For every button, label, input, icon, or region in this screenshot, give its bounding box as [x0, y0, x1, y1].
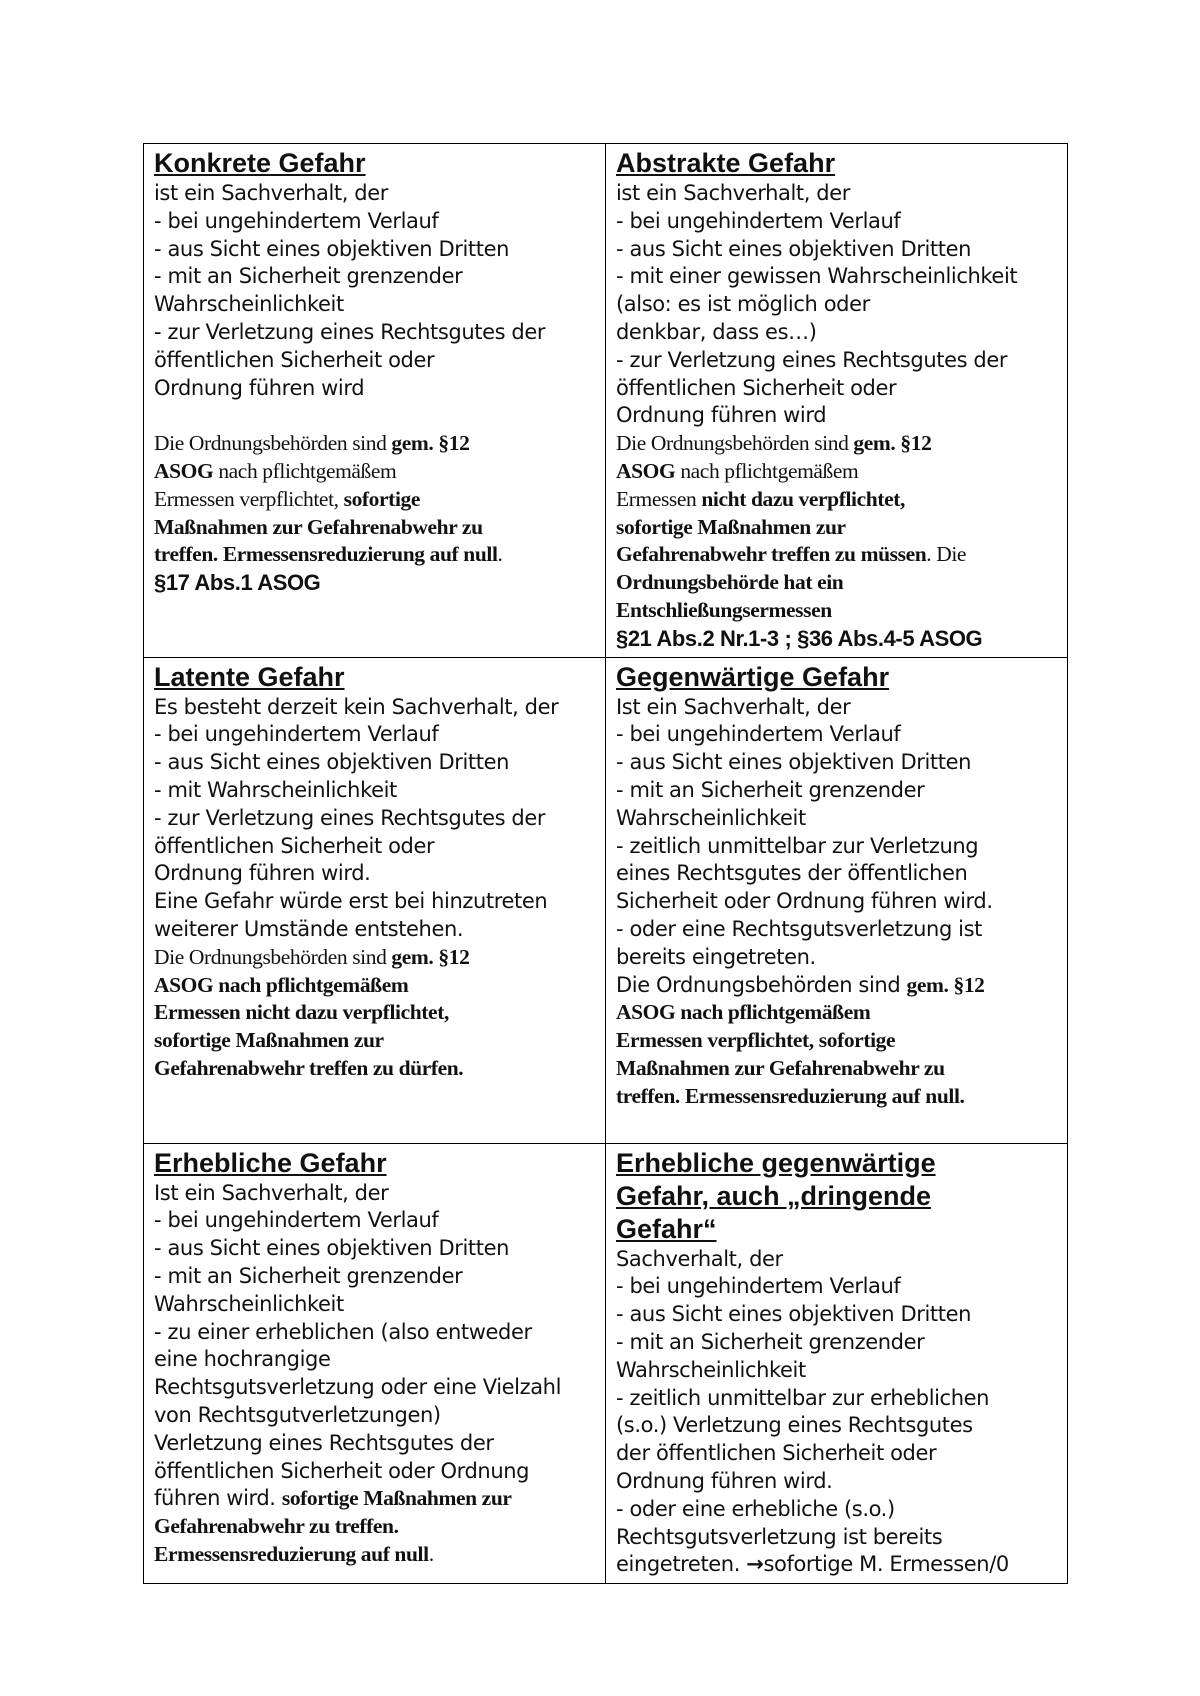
text-line: öffentlichen Sicherheit oder Ordnung [154, 1458, 530, 1483]
text-line [616, 972, 1057, 1000]
text-line [616, 458, 1057, 486]
text-line: Wahrscheinlichkeit [154, 292, 344, 317]
text-line [616, 541, 1057, 569]
legal-reference: §21 Abs.2 Nr.1-3 ; §36 Abs.4-5 ASOG [616, 625, 983, 651]
text-line: - zeitlich unmittelbar zur Verletzung [616, 833, 979, 858]
text-line: (s.o.) Verletzung eines Rechtsgutes [616, 1413, 973, 1438]
text-line: Maßnahmen zur Gefahrenabwehr zu [616, 1055, 945, 1080]
text-line [154, 1485, 595, 1513]
text-run: führen wird. [154, 1486, 282, 1511]
cell-gegenwaertige-gefahr [606, 657, 1068, 1143]
text-line: - aus Sicht eines objektiven Dritten [616, 750, 972, 775]
text-line: Rechtsgutsverletzung ist bereits [616, 1524, 943, 1549]
text-line: Gefahrenabwehr treffen zu dürfen. [154, 1055, 464, 1080]
text-line: - oder eine erhebliche (s.o.) [616, 1496, 895, 1521]
text-run: eingetreten. [616, 1552, 747, 1577]
text-line: Wahrscheinlichkeit [154, 1291, 344, 1316]
text-line [154, 458, 595, 486]
text-line: Rechtsgutsverletzung oder eine Vielzahl [154, 1375, 562, 1400]
text-line: - zeitlich unmittelbar zur erheblichen [616, 1385, 990, 1410]
text-line: - mit Wahrscheinlichkeit [154, 777, 397, 802]
text-line: Ordnungsbehörde hat ein [616, 570, 844, 595]
text-line: - aus Sicht eines objektiven Dritten [154, 1236, 510, 1261]
text-line: weiterer Umstände entstehen. [154, 916, 464, 941]
text-line: - bei ungehindertem Verlauf [616, 1274, 901, 1299]
cell-abstrakte-gefahr [606, 144, 1068, 658]
text-run-bold: ASOG [616, 458, 676, 483]
text-line: Entschließungsermessen [616, 597, 832, 622]
text-line: der öffentlichen Sicherheit oder [616, 1441, 937, 1466]
text-line: sofortige Maßnahmen zur [154, 1028, 384, 1053]
text-line: - zur Verletzung eines Rechtsgutes der [154, 805, 546, 830]
text-line: öffentlichen Sicherheit oder [616, 375, 897, 400]
text-line: - zur Verletzung eines Rechtsgutes der [616, 347, 1008, 372]
text-line: Wahrscheinlichkeit [616, 805, 806, 830]
cell-title: Gefahr, auch „dringende [616, 1180, 932, 1211]
text-line: treffen. Ermessensreduzierung auf null. [616, 1083, 965, 1108]
text-line: Wahrscheinlichkeit [616, 1357, 806, 1382]
text-line: - bei ungehindertem Verlauf [154, 208, 439, 233]
text-line: (also: es ist möglich oder [616, 292, 870, 317]
text-run-bold: treffen. Ermessensreduzierung auf null [154, 542, 498, 567]
arrow-right-icon: → [746, 1552, 764, 1577]
text-line: - mit an Sicherheit grenzender [154, 1263, 463, 1288]
text-run: . [497, 542, 503, 567]
text-line: sofortige Maßnahmen zur [616, 514, 846, 539]
text-line: - aus Sicht eines objektiven Dritten [154, 236, 510, 261]
cell-title: Gefahr“ [616, 1213, 717, 1244]
text-run-bold: sofortige Maßnahmen zur [281, 1486, 512, 1511]
text-line: - oder eine Rechtsgutsverletzung ist [616, 916, 982, 941]
text-line: denkbar, dass es…) [616, 319, 817, 344]
cell-title: Konkrete Gefahr [154, 148, 366, 178]
spacer [154, 402, 595, 430]
text-run: nach pflichtgemäßem [213, 458, 397, 483]
text-line: - aus Sicht eines objektiven Dritten [616, 236, 972, 261]
text-line: Ordnung führen wird. [154, 861, 371, 886]
text-line: Ist ein Sachverhalt, der [154, 1180, 389, 1205]
text-line: Ist ein Sachverhalt, der [616, 694, 851, 719]
text-run-bold: gem. §12 [853, 431, 932, 456]
text-run: Ermessen [616, 486, 702, 511]
text-line: öffentlichen Sicherheit oder [154, 347, 435, 372]
text-line: Sicherheit oder Ordnung führen wird. [616, 889, 993, 914]
text-line: ist ein Sachverhalt, der [154, 181, 388, 205]
text-line: ASOG nach pflichtgemäßem [616, 1000, 871, 1025]
cell-title: Gegenwärtige Gefahr [616, 661, 890, 692]
text-run: nach pflichtgemäßem [675, 458, 859, 483]
cell-title: Erhebliche Gefahr [154, 1147, 387, 1178]
cell-title: Latente Gefahr [154, 661, 345, 692]
text-run: Die Ordnungsbehörden sind [154, 431, 392, 456]
table-row [144, 657, 1068, 1143]
text-line: Ordnung führen wird [154, 375, 365, 400]
text-line [154, 1541, 595, 1569]
text-line: - zu einer erheblichen (also entweder [154, 1319, 532, 1344]
text-line: - mit an Sicherheit grenzender [154, 264, 463, 289]
text-line: Maßnahmen zur Gefahrenabwehr zu [154, 514, 483, 539]
text-run: . [428, 1541, 434, 1566]
text-line: Ermessen verpflichtet, sofortige [616, 1028, 896, 1053]
text-line: Ordnung führen wird [616, 403, 827, 428]
text-line: Eine Gefahr würde erst bei hinzutreten [154, 889, 548, 914]
text-line [616, 1551, 1057, 1579]
cell-erhebliche-gegenwaertige-gefahr [606, 1143, 1068, 1584]
text-line: Ordnung führen wird. [616, 1468, 833, 1493]
text-line: - bei ungehindertem Verlauf [154, 1208, 439, 1233]
text-line: - mit an Sicherheit grenzender [616, 1329, 925, 1354]
cell-latente-gefahr [144, 657, 606, 1143]
text-line: - mit an Sicherheit grenzender [616, 777, 925, 802]
text-line [154, 486, 595, 514]
text-run-bold: sofortige [343, 486, 421, 511]
text-line [154, 430, 595, 458]
text-run-bold: ASOG [154, 458, 214, 483]
cell-title: Erhebliche gegenwärtige [616, 1147, 936, 1178]
text-line [616, 486, 1057, 514]
text-line: von Rechtsgutverletzungen) [154, 1402, 441, 1427]
cell-konkrete-gefahr [144, 144, 606, 658]
table-row [144, 1143, 1068, 1584]
text-run: . Die [926, 542, 967, 567]
text-line: bereits eingetreten. [616, 944, 816, 969]
text-run: sofortige M. Ermessen/0 [763, 1552, 1009, 1577]
text-line: Es besteht derzeit kein Sachverhalt, der [154, 694, 559, 719]
text-line: - bei ungehindertem Verlauf [154, 722, 439, 747]
text-line: eine hochrangige [154, 1347, 331, 1372]
text-line [154, 541, 595, 569]
text-run: Die Ordnungsbehörden sind [154, 944, 392, 969]
text-line: eines Rechtsgutes der öffentlichen [616, 861, 968, 886]
text-run-bold: Ermessensreduzierung auf null [154, 1541, 429, 1566]
text-run: Ermessen verpflichtet, [154, 486, 344, 511]
text-line: - bei ungehindertem Verlauf [616, 722, 901, 747]
text-run-bold: gem. §12 [906, 972, 985, 997]
text-run-bold: Gefahrenabwehr treffen zu müssen [616, 542, 927, 567]
text-line: - mit einer gewissen Wahrscheinlichkeit [616, 264, 1018, 289]
cell-title: Abstrakte Gefahr [616, 148, 836, 178]
text-line [154, 944, 595, 972]
text-run-bold: nicht dazu verpflichtet, [701, 486, 905, 511]
text-run-bold: gem. §12 [391, 431, 470, 456]
cell-erhebliche-gefahr [144, 1143, 606, 1584]
text-run: Die Ordnungsbehörden sind [616, 431, 854, 456]
text-line: - aus Sicht eines objektiven Dritten [616, 1302, 972, 1327]
text-line: - zur Verletzung eines Rechtsgutes der [154, 319, 546, 344]
table-row [144, 144, 1068, 658]
text-line: öffentlichen Sicherheit oder [154, 833, 435, 858]
text-line: Verletzung eines Rechtsgutes der [154, 1430, 494, 1455]
legal-reference: §17 Abs.1 ASOG [154, 570, 321, 596]
text-line: ASOG nach pflichtgemäßem [154, 972, 409, 997]
text-line: Gefahrenabwehr zu treffen. [154, 1514, 399, 1539]
text-run: Die Ordnungsbehörden sind [616, 972, 907, 997]
text-line: ist ein Sachverhalt, der [616, 181, 850, 205]
danger-types-table [143, 143, 1068, 1584]
text-run-bold: gem. §12 [391, 944, 470, 969]
text-line [616, 430, 1057, 458]
text-line: - bei ungehindertem Verlauf [616, 208, 901, 233]
text-line: Ermessen nicht dazu verpflichtet, [154, 1000, 449, 1025]
text-line: Sachverhalt, der [616, 1246, 783, 1271]
text-line: - aus Sicht eines objektiven Dritten [154, 750, 510, 775]
